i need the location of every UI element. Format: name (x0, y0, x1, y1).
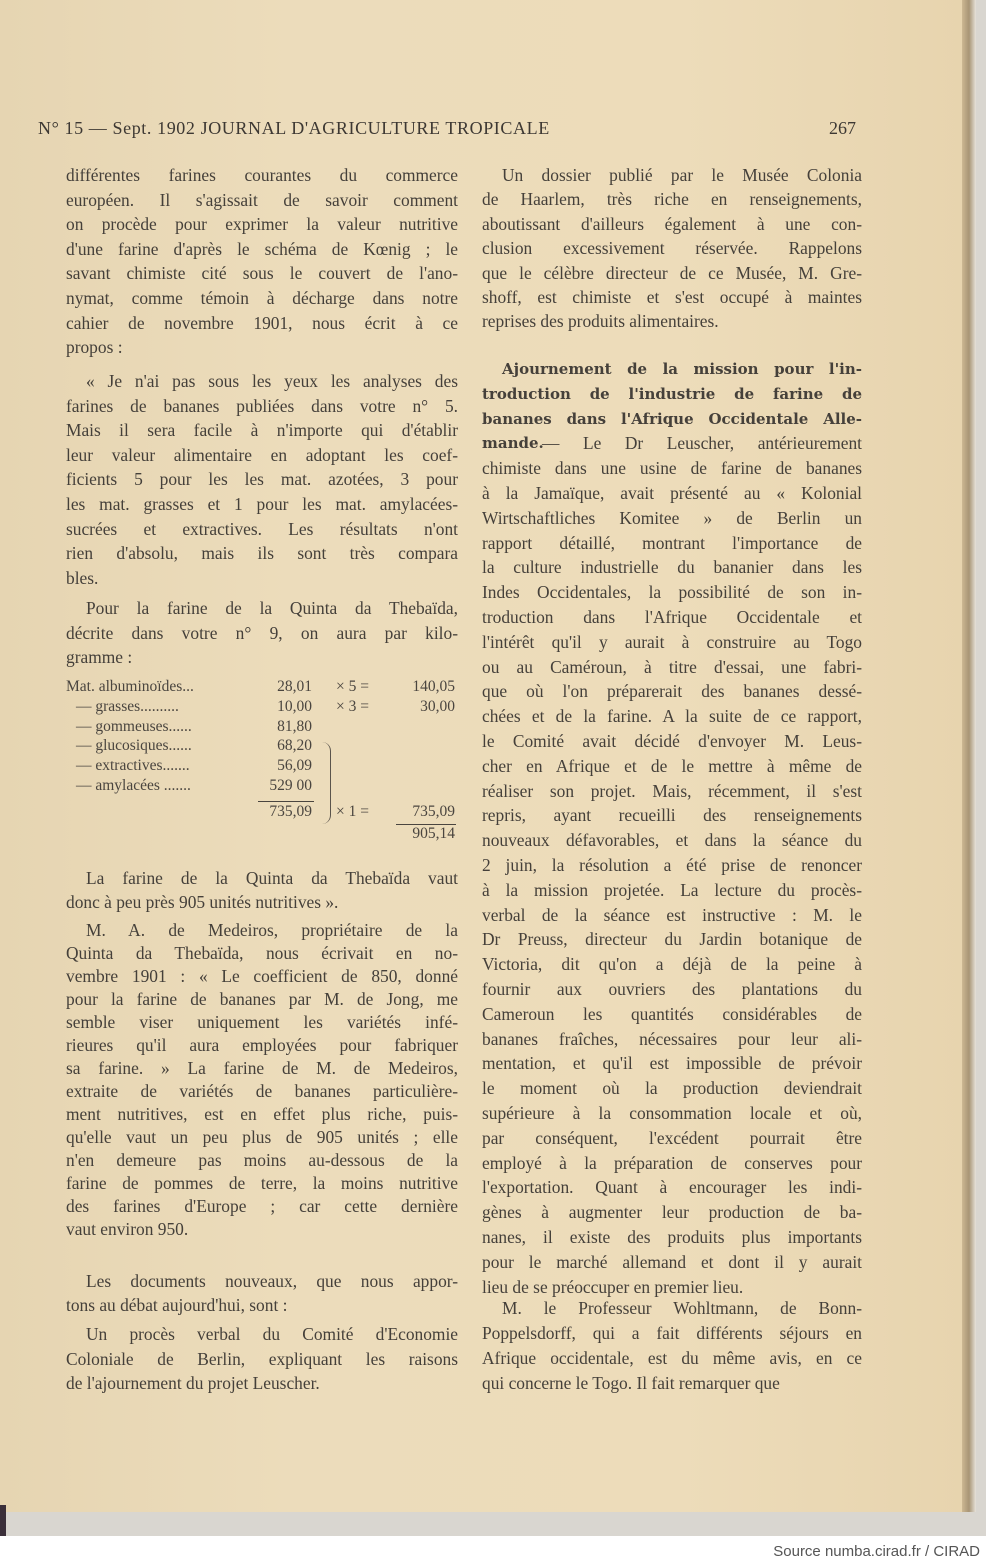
paragraph-line: La farine de la Quinta da Thebaïda vaut (86, 868, 458, 888)
subtotal-value: 735,09 (269, 803, 312, 820)
paragraph-line: à la Jamaïque, avait présenté au « Kolonial (482, 483, 862, 503)
paragraph-line: ment nutritives, est en effet plus riche, puis- (66, 1104, 458, 1124)
binding-edge (0, 1505, 6, 1536)
paragraph-line: chées et de la farine. A la suite de ce rapport, (482, 706, 862, 727)
subtotal-rule (258, 801, 314, 802)
paragraph-line: bananes fraîches, nécessaires pour leur ali- (482, 1028, 862, 1049)
paragraph-line: rien d'absolu, mais ils sont très compara (66, 543, 458, 564)
paragraph-line: le Comité avait décidé d'envoyer M. Leus- (482, 731, 862, 751)
paragraph-line: Un dossier publié par le Musée Colonia (502, 165, 862, 185)
source-credit: Source numba.cirad.fr / CIRAD (773, 1543, 980, 1560)
subtotal-result: 735,09 (412, 803, 455, 820)
table-row-result: 140,05 (412, 678, 455, 695)
paragraph-line: nanes, il existe des produits plus importants (482, 1227, 862, 1247)
subtotal-factor: × 1 = (336, 803, 369, 820)
paragraph-line: reprises des produits alimentaires. (482, 311, 719, 332)
table-row-value: 68,20 (277, 737, 312, 755)
paragraph-line: rapport détaillé, montrant l'importance de (482, 532, 862, 553)
paragraph-line: farine de pommes de terre, la moins nutritive (66, 1173, 458, 1193)
paragraph-line: nouveaux défavorables, et dans la séance du (482, 830, 862, 851)
paragraph-line: fournir aux ouvriers des plantations du (482, 979, 862, 999)
paragraph-line: vaut environ 950. (66, 1219, 189, 1239)
paragraph-line: lieu de se préoccuper en premier lieu. (482, 1276, 744, 1297)
paragraph-line: farines de bananes publiées dans votre n° 5. (66, 395, 458, 416)
paragraph-line: repris, ayant recueilli des renseignements (482, 805, 862, 826)
table-row-value: 529 00 (269, 777, 312, 794)
paragraph-line: qu'elle vaut un peu plus de 905 unités ; elle (66, 1127, 458, 1147)
paragraph-line: semble viser uniquement les variétés infé- (66, 1012, 458, 1032)
paragraph-line: M. le Professeur Wohltmann, de Bonn- (502, 1298, 862, 1318)
table-row-value: 10,00 (277, 697, 312, 715)
paragraph-line: vembre 1901 : « Le coefficient de 850, donné (66, 966, 458, 986)
paragraph-line: sucrées et extractives. Les résultats n'ont (66, 518, 458, 539)
paragraph-line: Pour la farine de la Quinta da Thebaïda, (86, 598, 458, 618)
paragraph-line: extraite de variétés de bananes particulière- (66, 1081, 458, 1101)
paragraph-line: sa farine. » La farine de M. de Medeiros, (66, 1058, 458, 1078)
paragraph-line: bles. (66, 567, 99, 588)
table-total: 905,14 (412, 825, 455, 842)
paragraph-line: propos : (66, 337, 123, 358)
page-edge (962, 0, 976, 1512)
paragraph-line: que le célèbre directeur de ce Musée, M. Gre- (482, 262, 862, 283)
paragraph-line: cher en Afrique et de le mettre à même de (482, 755, 862, 776)
paragraph-line: Un procès verbal du Comité d'Economie (86, 1324, 458, 1344)
table-row-value: 28,01 (277, 678, 312, 695)
running-header (38, 118, 856, 144)
paragraph-line: Wirtschaftliches Komitee » de Berlin un (482, 507, 862, 528)
paragraph-line: aboutissant d'ailleurs également à une con- (482, 213, 862, 234)
paragraph-line: de Haarlem, très riche en renseignements, (482, 189, 862, 210)
paragraph-line: clusion excessivement réservée. Rappelons (482, 238, 862, 259)
page-number: 267 (829, 118, 856, 138)
paragraph-line: verbal de la séance est instructive : M. le (482, 904, 862, 925)
paragraph-line: — Le Dr Leuscher, antérieurement (542, 433, 862, 454)
paragraph-line: Afrique occidentale, est du même avis, en ce (482, 1348, 862, 1368)
journal-title: N° 15 — Sept. 1902 JOURNAL D'AGRICULTURE TROPICALE (38, 118, 550, 138)
paragraph-line: n'en demeure pas moins au-dessous de la (66, 1150, 458, 1170)
paragraph-line: Victoria, dit qu'on a déjà de la peine à (482, 954, 862, 975)
table-row-label: — glucosiques...... (76, 737, 192, 755)
heading-line: troduction de l'industrie de farine de (482, 384, 862, 403)
paragraph-line: l'intérêt qu'il y aurait à construire au Togo (482, 631, 862, 652)
paragraph-line: Poppelsdorff, qui a fait différents séjours en (482, 1323, 862, 1343)
table-row-factor: × 3 = (336, 697, 369, 715)
paragraph-line: européen. Il s'agissait de savoir comment (66, 189, 458, 210)
table-row-label: — extractives....... (76, 757, 190, 775)
paragraph-line: nymat, comme témoin à décharge dans notre (66, 288, 458, 308)
table-row-label: Mat. albuminoïdes... (66, 678, 194, 695)
paragraph-line: ou au Caméroun, à titre d'essai, une fabri- (482, 656, 862, 677)
heading-line: bananes dans l'Afrique Occidentale Alle- (482, 409, 862, 428)
table-brace (322, 742, 331, 824)
paragraph-line: pour la farine de bananes par M. de Jong, me (66, 989, 458, 1009)
heading-line: Ajournement de la mission pour l'in- (502, 360, 862, 378)
table-row-value: 56,09 (277, 757, 312, 775)
paragraph-line: pour le marché allemand et dont il y aurait (482, 1251, 862, 1272)
paragraph-line: mentation, et qu'il est impossible de prévoir (482, 1053, 862, 1074)
table-row-label: — amylacées ....... (76, 777, 191, 794)
paragraph-line: Indes Occidentales, la possibilité de son in- (482, 582, 862, 603)
table-row-result: 30,00 (420, 697, 455, 715)
table-row-factor: × 5 = (336, 678, 369, 695)
paragraph-line: donc à peu près 905 unités nutritives ». (66, 892, 339, 912)
paragraph-line: rieures qu'il aura employées pour fabriquer (66, 1035, 458, 1055)
paragraph-line: gènes à augmenter leur production de ba- (482, 1202, 862, 1223)
paragraph-line: décrite dans votre n° 9, on aura par kilo- (66, 622, 458, 643)
paragraph-line: ficients 5 pour les les mat. azotées, 3 pour (66, 469, 458, 490)
paragraph-line: shoff, est chimiste et s'est occupé à maintes (482, 287, 862, 307)
paragraph-line: leur valeur alimentaire en adoptant les coef- (66, 444, 458, 465)
paragraph-line: chimiste dans une usine de farine de bananes (482, 458, 862, 479)
paragraph-line: tons au débat aujourd'hui, sont : (66, 1295, 288, 1315)
paragraph-line: différentes farines courantes du commerce (66, 165, 458, 185)
paragraph-line: Coloniale de Berlin, expliquant les raisons (66, 1348, 458, 1369)
paragraph-line: gramme : (66, 647, 133, 668)
paragraph-line: réaliser son projet. Mais, récemment, il s'est (482, 780, 862, 801)
paragraph-line: de l'ajournement du projet Leuscher. (66, 1373, 320, 1393)
paragraph-line: cahier de novembre 1901, nous écrit à ce (66, 312, 458, 333)
paragraph-line: M. A. de Medeiros, propriétaire de la (86, 920, 458, 940)
paragraph-line: savant chimiste cité sous le couvert de l'ano- (66, 263, 458, 284)
paragraph-line: le moment où la production deviendrait (482, 1078, 862, 1099)
paragraph-line: d'une farine d'après le schéma de Kœnig ; le (66, 238, 458, 259)
table-row-label: — gommeuses...... (76, 717, 192, 735)
paragraph-line: « Je n'ai pas sous les yeux les analyses des (86, 371, 458, 391)
paragraph-line: les mat. grasses et 1 pour les mat. amylacées- (66, 494, 458, 514)
paragraph-line: à la mission projetée. La lecture du procès- (482, 879, 862, 900)
paragraph-line: des farines d'Europe ; car cette dernière (66, 1196, 458, 1216)
table-row-value: 81,80 (277, 717, 312, 735)
paragraph-line: Les documents nouveaux, que nous appor- (86, 1271, 458, 1291)
paragraph-line: la culture industrielle du bananier dans les (482, 557, 862, 578)
paragraph-line: employé à la préparation de conserves pour (482, 1152, 862, 1173)
paragraph-line: supérieure à la consommation locale et où, (482, 1103, 862, 1123)
paragraph-line: qui concerne le Togo. Il fait remarquer que (482, 1373, 780, 1393)
paragraph-line: Dr Preuss, directeur du Jardin botanique de (482, 929, 862, 950)
paragraph-line: Cameroun les quantités considérables de (482, 1003, 862, 1024)
paragraph-line: 2 juin, la résolution a été prise de renoncer (482, 855, 862, 875)
paragraph-line: Mais il sera facile à n'importe qui d'établir (66, 420, 458, 441)
paragraph-line: Quinta da Thebaïda, nous écrivait en no- (66, 943, 458, 963)
paragraph-line: on procède pour exprimer la valeur nutritive (66, 214, 458, 235)
paragraph-line: que où l'on préparerait des bananes dessé- (482, 681, 862, 702)
paragraph-line: l'exportation. Quant à encourager les indi- (482, 1177, 862, 1198)
heading-tail: mande. (482, 434, 544, 453)
paragraph-line: troduction dans l'Afrique Occidentale et (482, 607, 862, 627)
paragraph-line: par conséquent, l'excédent pourrait être (482, 1127, 862, 1148)
table-row-label: — grasses.......... (76, 697, 179, 715)
